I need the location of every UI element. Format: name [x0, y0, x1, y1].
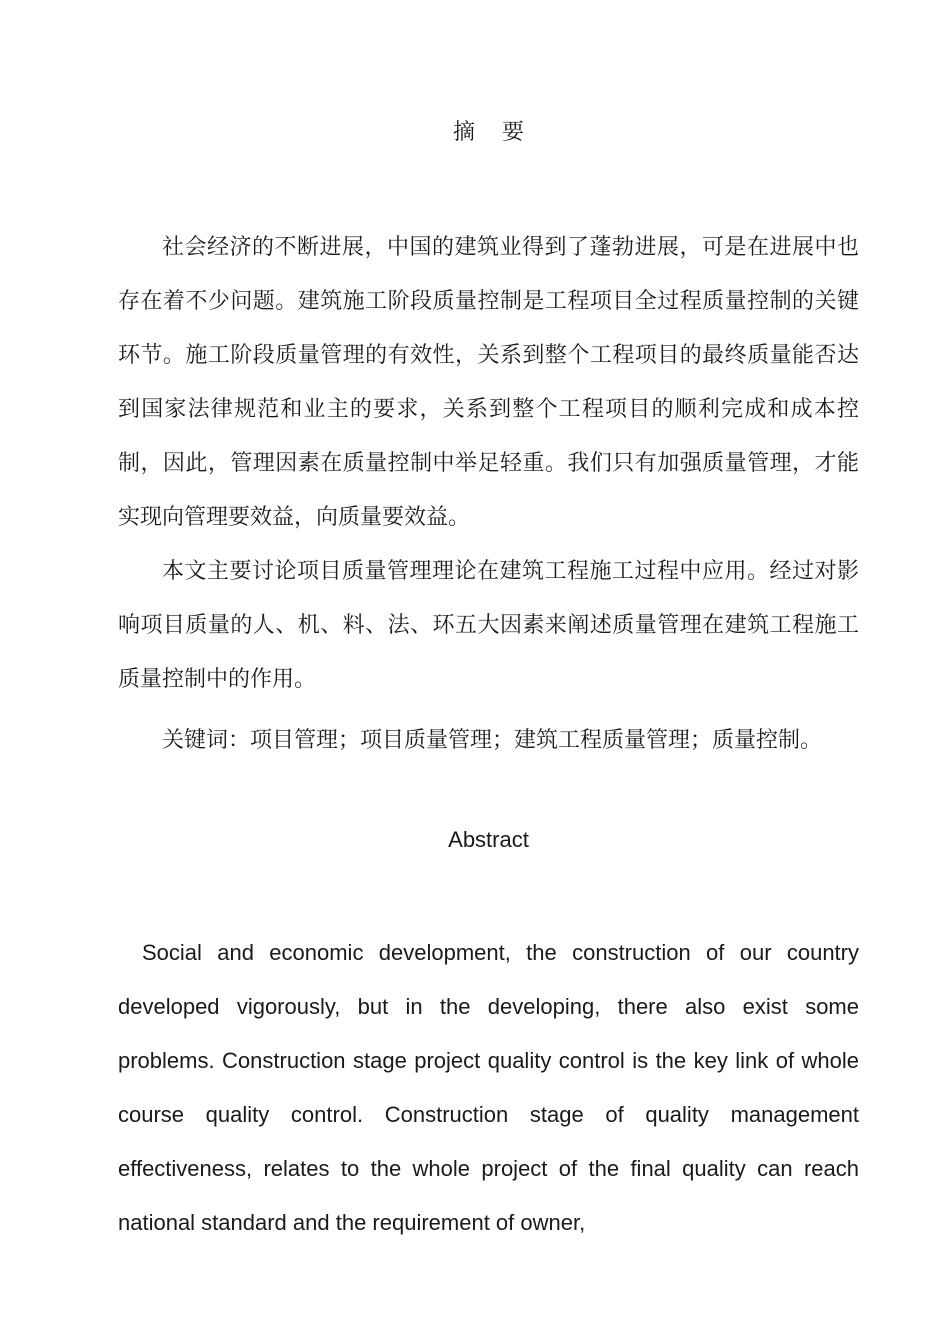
- abstract-cn-paragraph-2: 本文主要讨论项目质量管理理论在建筑工程施工过程中应用。经过对影响项目质量的人、机、料、法、环五大因素来阐述质量管理在建筑工程施工质量控制中的作用。: [118, 559, 859, 692]
- abstract-cn-paragraph-1: 社会经济的不断进展，中国的建筑业得到了蓬勃进展，可是在进展中也存在着不少问题。建筑施工阶段质量控制是工程项目全过程质量控制的关键环节。施工阶段质量管理的有效性，关系到整个工程项目的最终质量能否达到国家法律规范和业主的要求，关系到整个工程项目的顺利完成和成本控制，因此，管理因素在质量控制中举足轻重。我们只有加强质量管理，才能实现向管理要效益，向质量要效益。: [118, 235, 859, 530]
- abstract-en-title: Abstract: [448, 827, 529, 852]
- abstract-cn-keywords: 关键词：项目管理；项目质量管理；建筑工程质量管理；质量控制。: [162, 728, 823, 753]
- abstract-en-paragraph: Social and economic development, the construction of our country developed vigorously, but in the developing, there also exist some problems. Construction stage project quality control is the key link of whole course quality control. Construction stage of quality management effectiveness, relates to the whole project of the final quality can reach national standard and the requirement of owner,: [118, 940, 859, 1235]
- abstract-cn-body: [118, 221, 859, 707]
- abstract-cn-title: 摘 要: [453, 120, 534, 145]
